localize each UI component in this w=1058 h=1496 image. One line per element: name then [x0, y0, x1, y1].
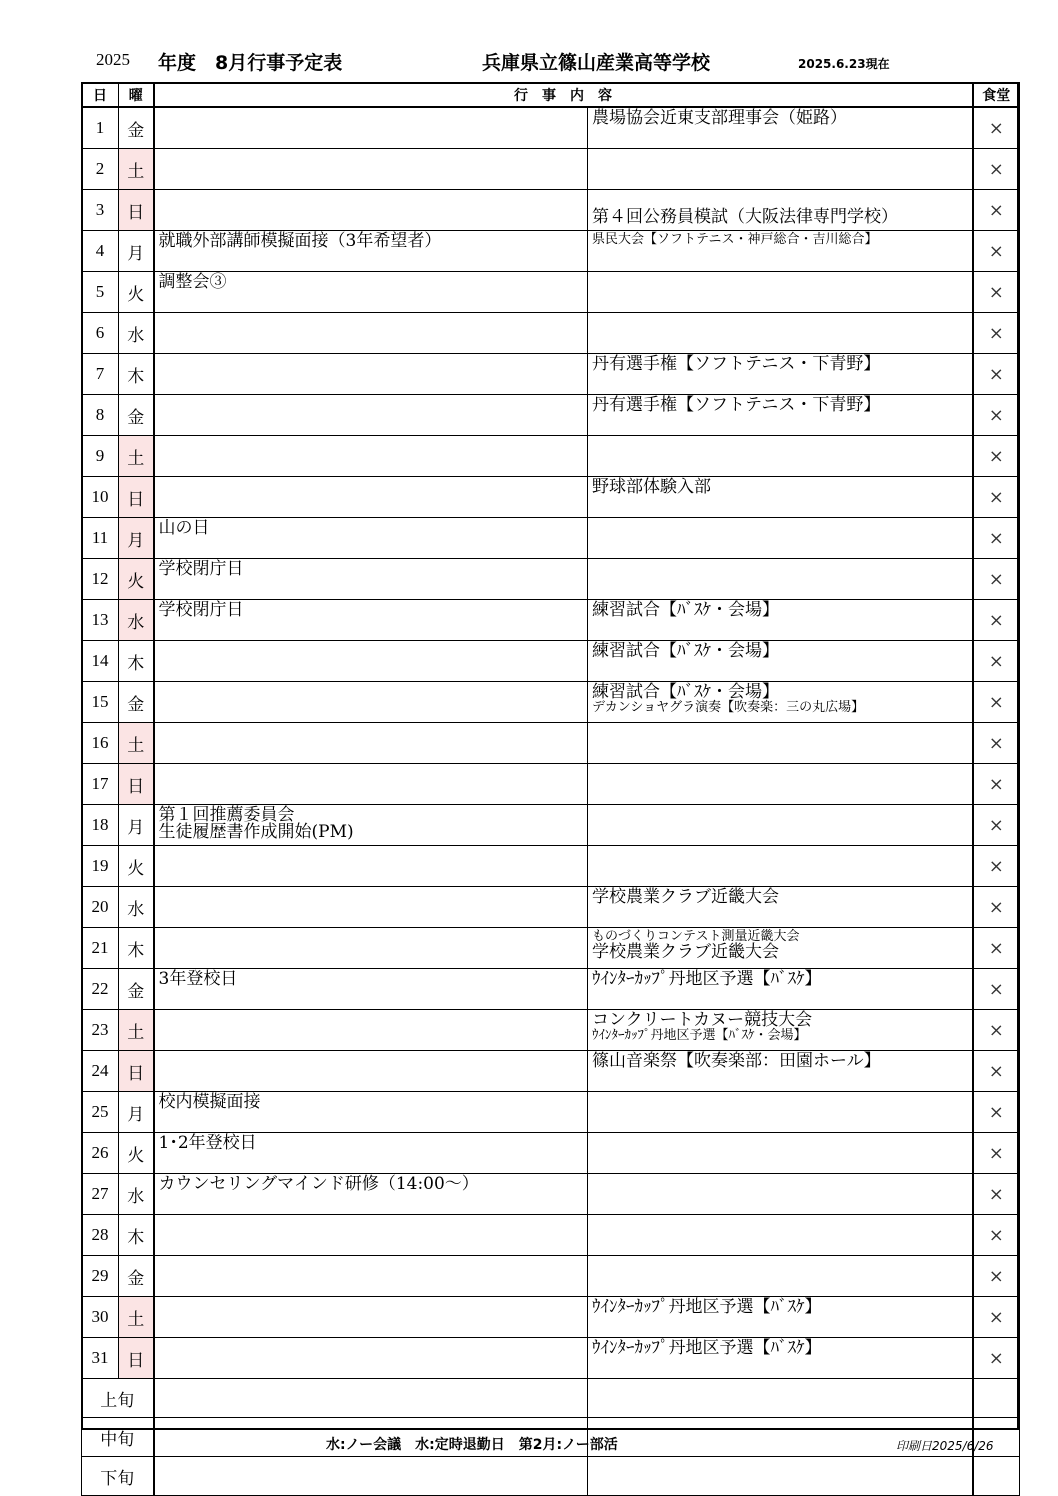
cafeteria-status: ×	[973, 928, 1020, 969]
club-event-small-text: 県民大会【ソフトテニス・神戸総合・吉川総合】	[592, 232, 878, 247]
school-event-text: 調整会③	[158, 272, 227, 292]
table-frame	[81, 82, 1019, 1430]
day-of-week: 火	[119, 559, 154, 600]
day-of-week: 日	[119, 477, 154, 518]
day-of-week: 月	[119, 805, 154, 846]
school-name: 兵庫県立篠山産業高等学校	[482, 52, 711, 74]
day-of-week: 金	[119, 107, 154, 149]
school-event-text: 学校閉庁日	[158, 600, 244, 620]
cafeteria-status: ×	[973, 436, 1020, 477]
day-number: 5	[82, 272, 119, 313]
club-event-small-text: ｳｲﾝﾀｰｶｯﾌﾟ丹地区予選【ﾊﾞｽｹ・会場】	[592, 1028, 807, 1043]
day-of-week: 水	[119, 1174, 154, 1215]
club-event-text: ｳｲﾝﾀｰｶｯﾌﾟ丹地区予選【ﾊﾞｽｹ】	[592, 969, 822, 989]
cafeteria-status: ×	[973, 682, 1020, 723]
day-number: 19	[82, 846, 119, 887]
day-of-week: 水	[119, 600, 154, 641]
day-number: 29	[82, 1256, 119, 1297]
club-event-text: ｳｲﾝﾀｰｶｯﾌﾟ丹地区予選【ﾊﾞｽｹ】	[592, 1338, 822, 1358]
day-number: 22	[82, 969, 119, 1010]
page-title: 年度 8月行事予定表	[158, 52, 343, 74]
day-number: 1	[82, 107, 119, 149]
school-event-text: カウンセリングマインド研修（14:00～）	[158, 1174, 479, 1194]
cafeteria-status: ×	[973, 846, 1020, 887]
club-event-text: 練習試合【ﾊﾞｽｹ・会場】	[592, 600, 779, 620]
day-number: 13	[82, 600, 119, 641]
cafeteria-status: ×	[973, 887, 1020, 928]
period-club-cell	[588, 1457, 973, 1496]
club-event-text: 丹有選手権【ソフトテニス・下青野】	[592, 395, 881, 415]
cafeteria-status: ×	[973, 641, 1020, 682]
cafeteria-status: ×	[973, 1215, 1020, 1256]
day-of-week: 日	[119, 1338, 154, 1379]
cafeteria-status: ×	[973, 231, 1020, 272]
day-number: 8	[82, 395, 119, 436]
day-number: 17	[82, 764, 119, 805]
club-event-small-text: ものづくりコンテスト測量近畿大会	[592, 929, 800, 944]
header-year: 2025	[96, 50, 130, 69]
club-event-text: コンクリートカヌー競技大会	[592, 1010, 813, 1030]
day-number: 6	[82, 313, 119, 354]
day-number: 27	[82, 1174, 119, 1215]
day-number: 21	[82, 928, 119, 969]
footer-notes: 水:ノー会議 水:定時退勤日 第2月:ノー部活	[326, 1437, 618, 1453]
cafeteria-status: ×	[973, 190, 1020, 231]
day-of-week: 金	[119, 1256, 154, 1297]
day-of-week: 土	[119, 723, 154, 764]
club-event-text: 農場協会近東支部理事会（姫路）	[592, 108, 847, 128]
day-of-week: 金	[119, 969, 154, 1010]
day-of-week: 木	[119, 641, 154, 682]
day-of-week: 木	[119, 928, 154, 969]
day-number: 30	[82, 1297, 119, 1338]
school-event-text: 生徒履歴書作成開始(PM)	[158, 822, 354, 842]
day-number: 2	[82, 149, 119, 190]
col-header-cafeteria: 食堂	[973, 83, 1020, 108]
as-of-date: 2025.6.23現在	[798, 57, 890, 71]
cafeteria-status: ×	[973, 559, 1020, 600]
day-number: 4	[82, 231, 119, 272]
cafeteria-status: ×	[973, 477, 1020, 518]
day-of-week: 日	[119, 1051, 154, 1092]
day-of-week: 水	[119, 313, 154, 354]
day-number: 18	[82, 805, 119, 846]
day-of-week: 土	[119, 1010, 154, 1051]
club-event-text: 学校農業クラブ近畿大会	[592, 942, 779, 962]
day-number: 14	[82, 641, 119, 682]
cafeteria-status: ×	[973, 723, 1020, 764]
day-of-week: 土	[119, 149, 154, 190]
day-number: 23	[82, 1010, 119, 1051]
cafeteria-status: ×	[973, 764, 1020, 805]
cafeteria-status: ×	[973, 149, 1020, 190]
cafeteria-status: ×	[973, 1010, 1020, 1051]
cafeteria-status: ×	[973, 395, 1020, 436]
school-event-text: 山の日	[158, 518, 210, 538]
cafeteria-status: ×	[973, 600, 1020, 641]
day-of-week: 水	[119, 887, 154, 928]
club-event-text: 丹有選手権【ソフトテニス・下青野】	[592, 354, 881, 374]
day-number: 12	[82, 559, 119, 600]
day-of-week: 土	[119, 436, 154, 477]
day-number: 24	[82, 1051, 119, 1092]
day-of-week: 月	[119, 518, 154, 559]
day-number: 7	[82, 354, 119, 395]
period-label: 上旬	[82, 1379, 154, 1418]
day-number: 31	[82, 1338, 119, 1379]
cafeteria-status: ×	[973, 272, 1020, 313]
period-row	[82, 1457, 1020, 1496]
day-number: 10	[82, 477, 119, 518]
period-school-cell	[154, 1457, 588, 1496]
school-event-text: 1･2年登校日	[158, 1133, 257, 1153]
school-event-text: 3年登校日	[158, 969, 238, 989]
day-of-week: 金	[119, 682, 154, 723]
club-event-text: 第４回公務員模試（大阪法律専門学校）	[592, 207, 898, 227]
period-cafeteria-cell	[973, 1457, 1020, 1496]
day-number: 11	[82, 518, 119, 559]
cafeteria-status: ×	[973, 1256, 1020, 1297]
day-of-week: 日	[119, 764, 154, 805]
club-event-text: 篠山音楽祭【吹奏楽部：田園ホール】	[592, 1051, 881, 1071]
cafeteria-status: ×	[973, 1297, 1020, 1338]
day-of-week: 火	[119, 272, 154, 313]
cafeteria-status: ×	[973, 1174, 1020, 1215]
col-header-content: 行 事 内 容	[154, 83, 973, 108]
day-number: 15	[82, 682, 119, 723]
school-event-text: 学校閉庁日	[158, 559, 244, 579]
day-of-week: 火	[119, 1133, 154, 1174]
day-number: 28	[82, 1215, 119, 1256]
day-of-week: 木	[119, 1215, 154, 1256]
period-label: 下旬	[82, 1457, 154, 1496]
cafeteria-status: ×	[973, 969, 1020, 1010]
cafeteria-status: ×	[973, 107, 1020, 149]
cafeteria-status: ×	[973, 518, 1020, 559]
club-event-small-text: デカンショヤグラ演奏【吹奏楽：三の丸広場】	[592, 700, 865, 715]
cafeteria-status: ×	[973, 1338, 1020, 1379]
cafeteria-status: ×	[973, 1133, 1020, 1174]
period-label: 中旬	[82, 1418, 154, 1457]
print-date: 印刷日2025/6/26	[896, 1439, 994, 1453]
day-of-week: 火	[119, 846, 154, 887]
col-header-dow: 曜	[119, 83, 154, 108]
day-of-week: 金	[119, 395, 154, 436]
club-event-text: 練習試合【ﾊﾞｽｹ・会場】	[592, 682, 779, 702]
day-number: 25	[82, 1092, 119, 1133]
day-number: 20	[82, 887, 119, 928]
cafeteria-status: ×	[973, 354, 1020, 395]
school-event-text: 校内模擬面接	[158, 1092, 261, 1112]
day-of-week: 木	[119, 354, 154, 395]
club-event-text: 学校農業クラブ近畿大会	[592, 887, 779, 907]
cafeteria-status: ×	[973, 805, 1020, 846]
day-number: 9	[82, 436, 119, 477]
day-number: 16	[82, 723, 119, 764]
school-event-text: 就職外部講師模擬面接（3年希望者）	[158, 231, 442, 251]
day-of-week: 土	[119, 1297, 154, 1338]
day-of-week: 日	[119, 190, 154, 231]
club-event-text: 練習試合【ﾊﾞｽｹ・会場】	[592, 641, 779, 661]
day-number: 3	[82, 190, 119, 231]
day-of-week: 月	[119, 1092, 154, 1133]
cafeteria-status: ×	[973, 1051, 1020, 1092]
day-of-week: 月	[119, 231, 154, 272]
day-number: 26	[82, 1133, 119, 1174]
school-event-text: 第１回推薦委員会	[158, 805, 295, 825]
club-event-text: 野球部体験入部	[592, 477, 711, 497]
cafeteria-status: ×	[973, 313, 1020, 354]
col-header-day: 日	[82, 83, 119, 108]
cafeteria-status: ×	[973, 1092, 1020, 1133]
club-event-text: ｳｲﾝﾀｰｶｯﾌﾟ丹地区予選【ﾊﾞｽｹ】	[592, 1297, 822, 1317]
